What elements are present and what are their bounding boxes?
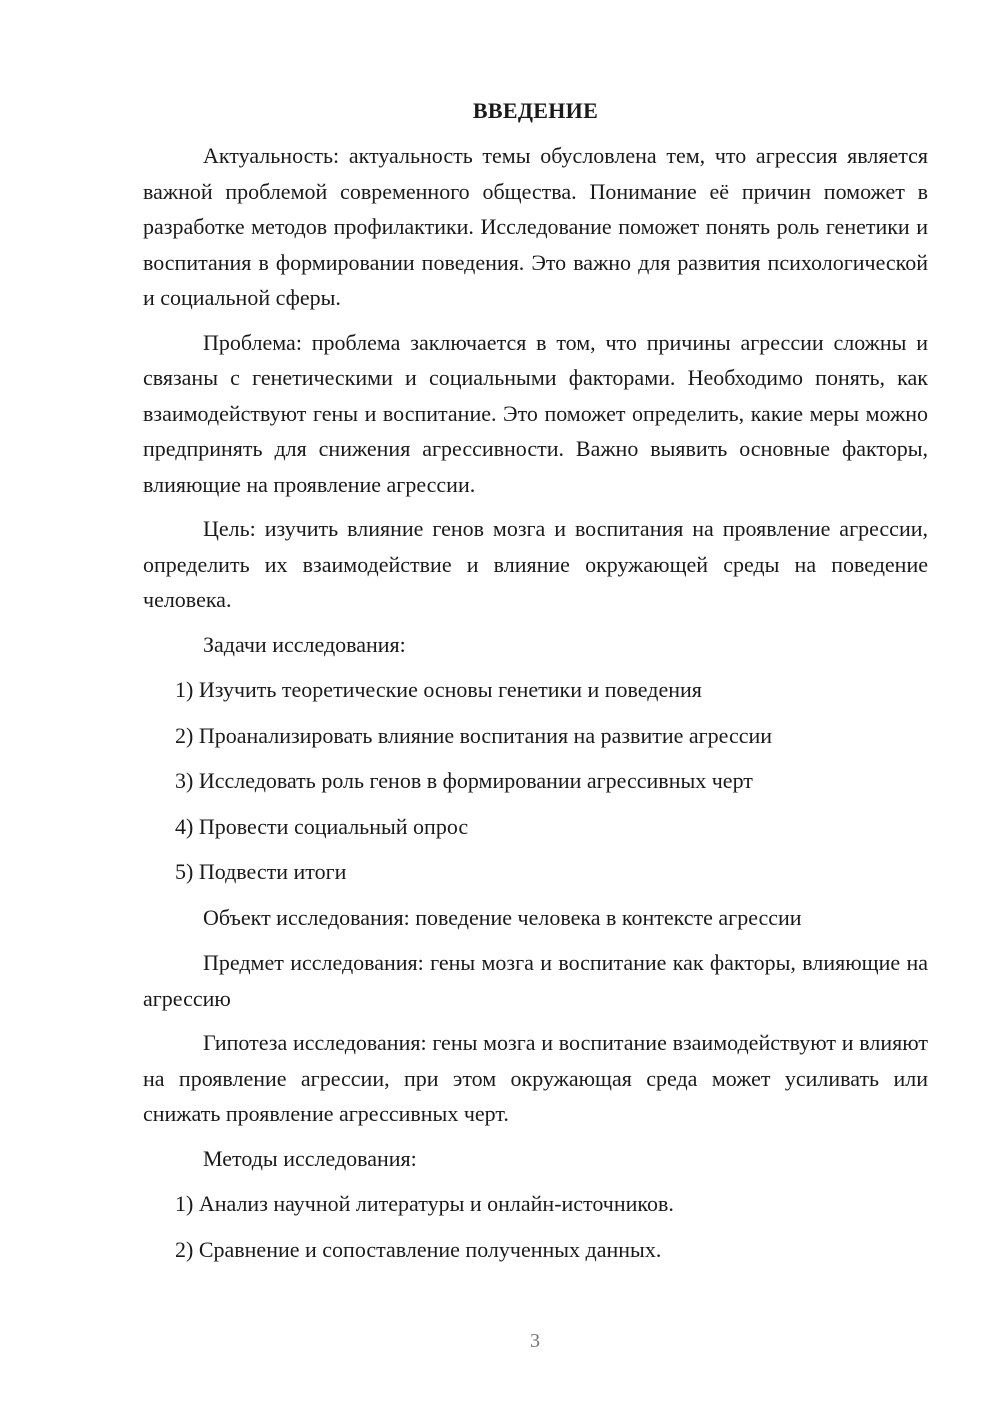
goal-paragraph: Цель: изучить влияние генов мозга и воспитания на проявление агрессии, определить их взаимодействие и влияние окружающей среды на поведение человека. bbox=[143, 516, 928, 612]
document-page bbox=[143, 96, 928, 1277]
tasks-list bbox=[143, 672, 928, 890]
task-item: 5) Подвести итоги bbox=[175, 859, 347, 884]
relevance-paragraph: Актуальность: актуальность темы обусловлена тем, что агрессия является важной проблемой современного общества. Понимание её причин поможет в разработке методов профилактики. Исследование поможет понять роль генетики и воспитания в формировании поведения. Это важно для развития психологической и социальной сферы. bbox=[143, 143, 928, 310]
page-number: 3 bbox=[530, 1330, 540, 1352]
task-item: 1) Изучить теоретические основы генетики и поведения bbox=[175, 677, 702, 702]
task-item: 3) Исследовать роль генов в формировании агрессивных черт bbox=[175, 768, 753, 793]
methods-heading: Методы исследования: bbox=[203, 1145, 417, 1171]
hypothesis-paragraph: Гипотеза исследования: гены мозга и воспитание взаимодействуют и влияют на проявление агрессии, при этом окружающая среда может усиливать или снижать проявление агрессивных черт. bbox=[143, 1030, 928, 1126]
section-title: ВВЕДЕНИЕ bbox=[472, 98, 599, 123]
task-item: 4) Провести социальный опрос bbox=[175, 813, 469, 839]
methods-list bbox=[143, 1186, 928, 1267]
method-item: 1) Анализ научной литературы и онлайн-источников. bbox=[175, 1191, 674, 1216]
tasks-heading: Задачи исследования: bbox=[203, 631, 406, 657]
subject-paragraph: Предмет исследования: гены мозга и воспитание как факторы, влияющие на агрессию bbox=[143, 950, 928, 1011]
problem-paragraph: Проблема: проблема заключается в том, что причины агрессии сложны и связаны с генетическими и социальными факторами. Необходимо понять, как взаимодействуют гены и воспитание. Это поможет определить, какие меры можно предпринять для снижения агрессивности. Важно выявить основные факторы, влияющие на проявление агрессии. bbox=[143, 329, 928, 497]
object-paragraph: Объект исследования: поведение человека в контексте агрессии bbox=[203, 904, 802, 930]
task-item: 2) Проанализировать влияние воспитания на развитие агрессии bbox=[175, 722, 773, 748]
method-item: 2) Сравнение и сопоставление полученных данных. bbox=[175, 1236, 662, 1262]
